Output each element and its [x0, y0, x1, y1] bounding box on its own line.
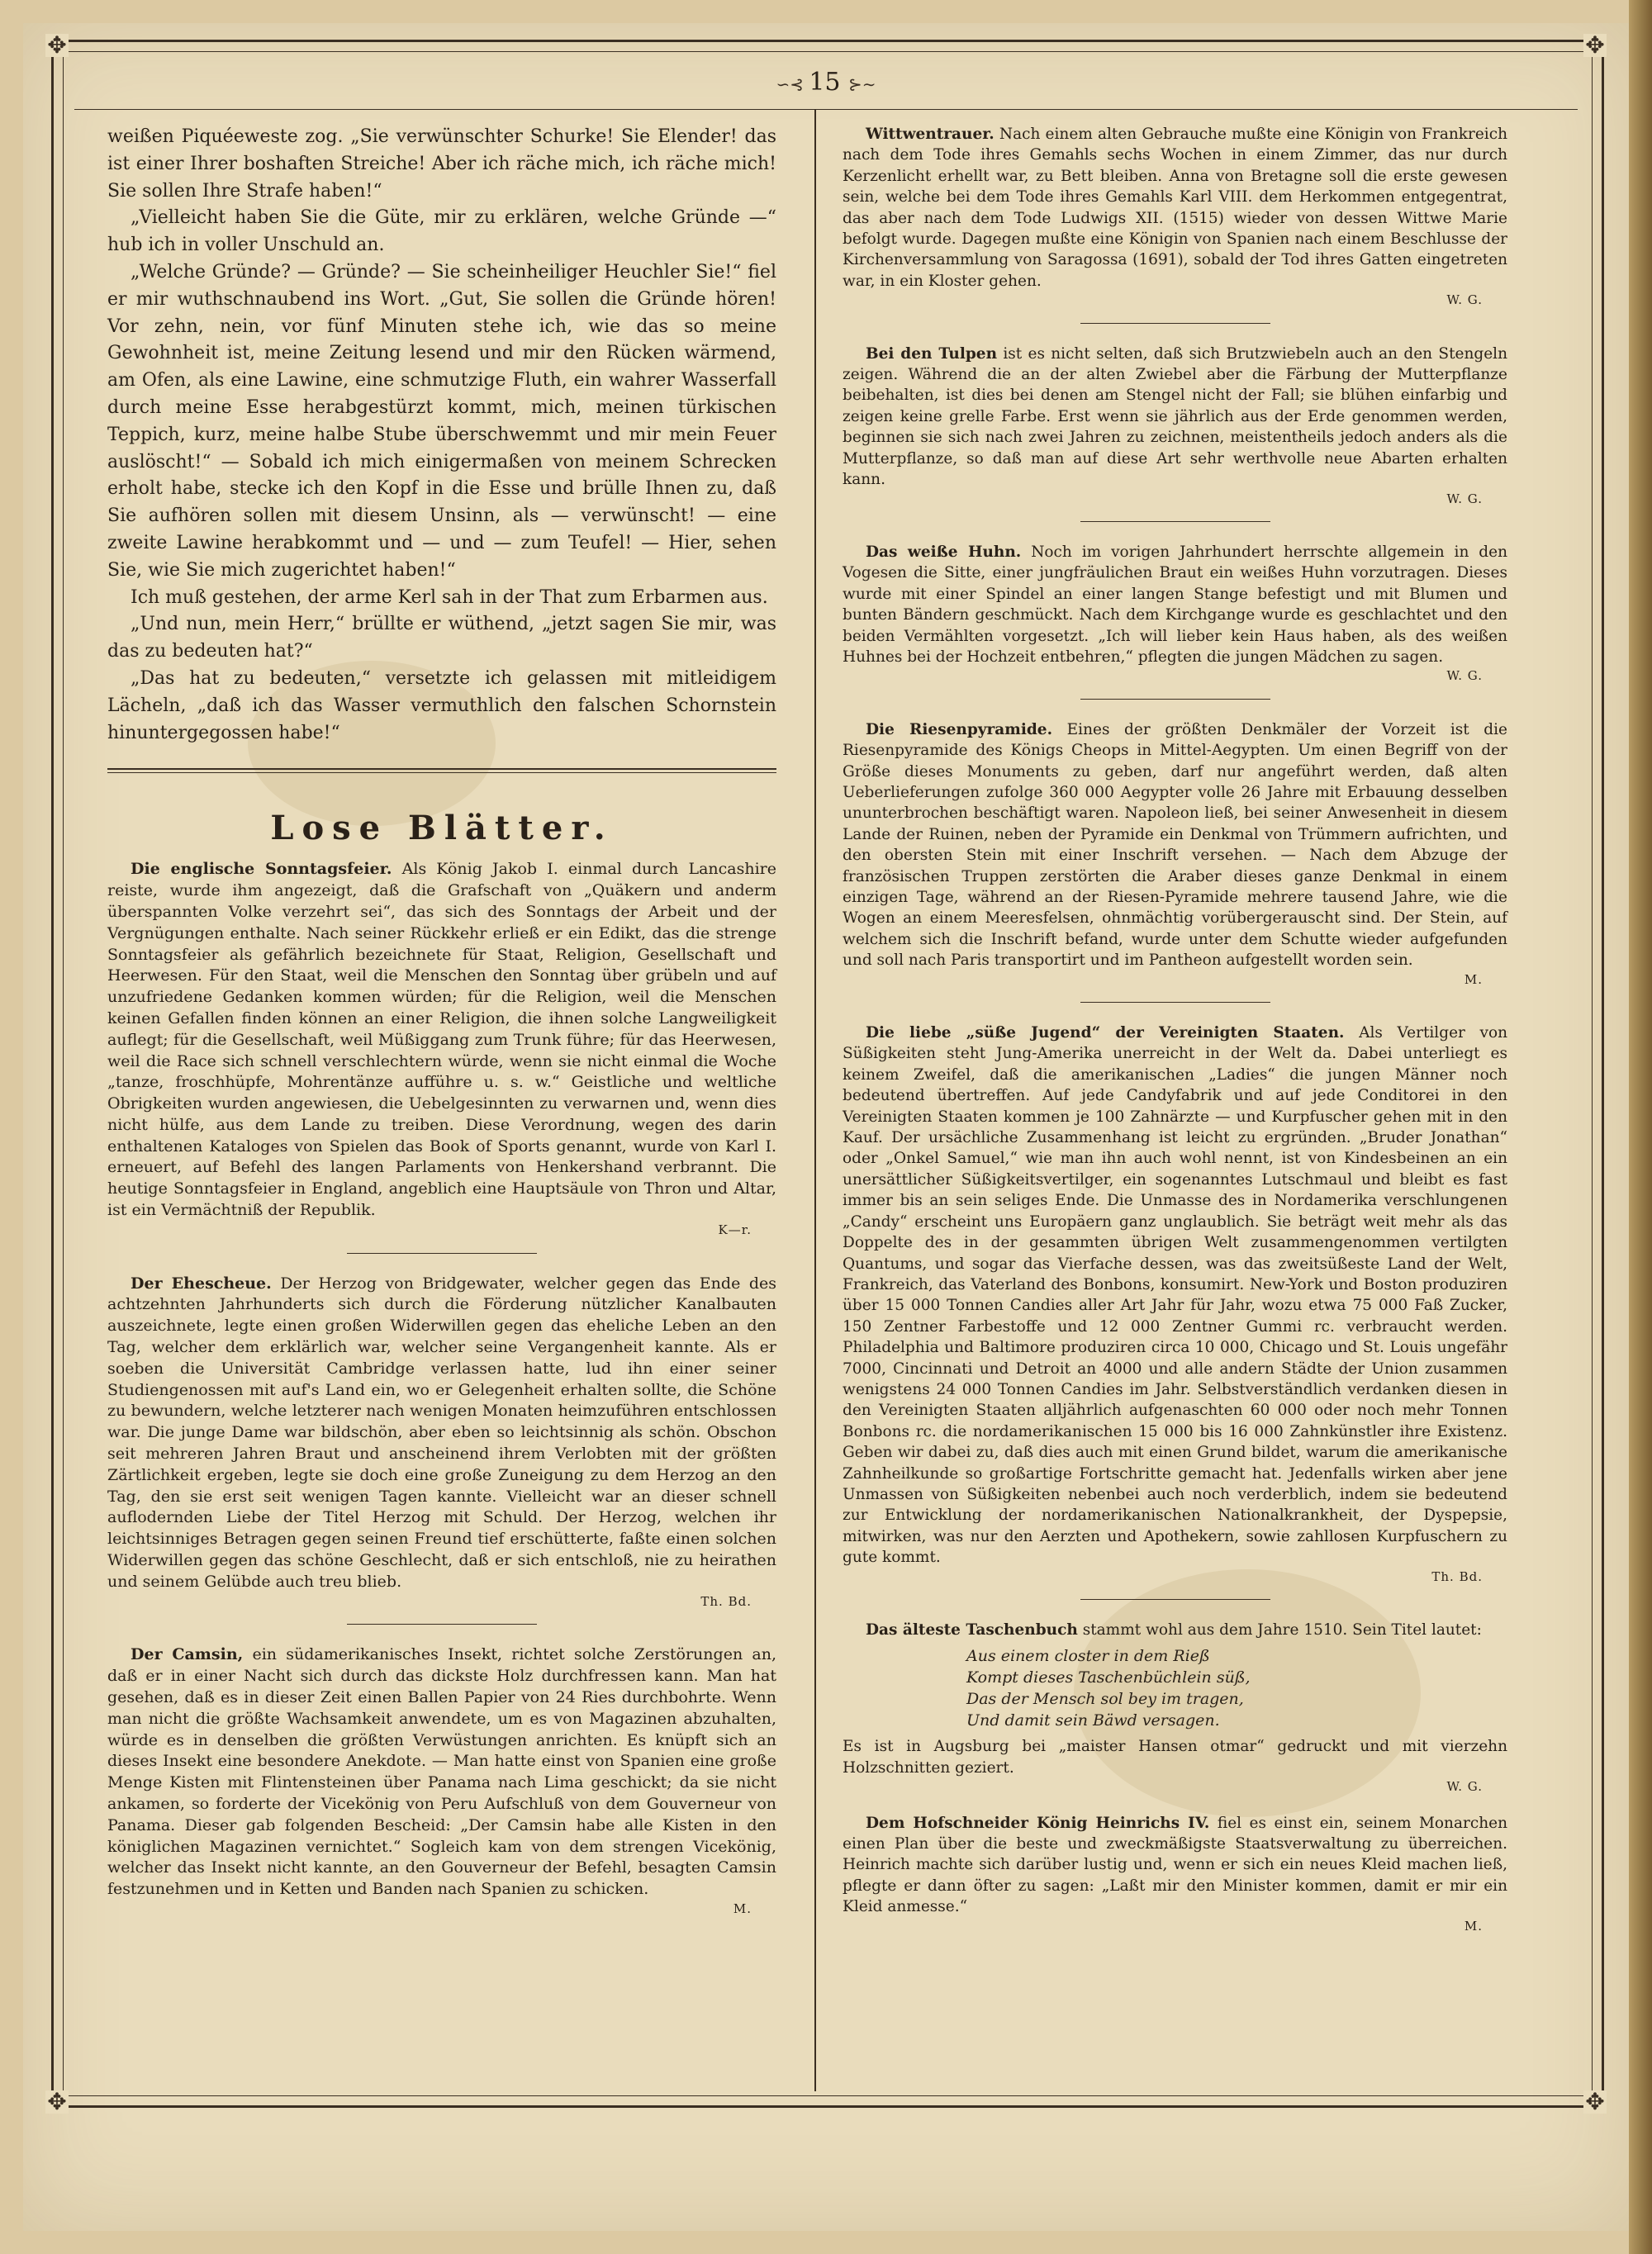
page-number: 15: [809, 68, 841, 97]
article-signature: Th. Bd.: [1431, 1568, 1483, 1584]
article-signature: M.: [1464, 1918, 1483, 1934]
column-divider: [814, 109, 816, 2091]
article-signature: Th. Bd.: [700, 1593, 752, 1609]
story-continuation: [107, 124, 776, 747]
page-header: [743, 66, 909, 99]
poem-line: Aus einem closter in dem Rieß: [966, 1647, 1210, 1666]
story-paragraph: „Vielleicht haben Sie die Güte, mir zu erklären, welche Gründe —“ hub ich in voller Unschuld an.: [107, 207, 776, 256]
article-separator: [347, 1624, 537, 1625]
article: [843, 1813, 1507, 1937]
article-signature: M.: [1464, 971, 1483, 987]
article-separator: [1080, 699, 1270, 700]
flourish-right-icon: ⊱∼: [848, 74, 876, 94]
section-title: Lose Blätter.: [270, 809, 614, 848]
article-body: Noch im vorigen Jahrhundert herrschte allgemein in den Vogesen die Sitte, einer jungfräulichen Braut ein weißes Huhn vorzutragen. Dieses wurde mit einer Spindel an einer langen Stange befestigt und mit Blumen und bunten Bändern geschmückt. Nach dem Kirchgange wurde es geschlachtet und den beiden Vermählten vorgesetzt. „Ich will lieber kein Haus haben, als des weißen Huhnes bei der Hochzeit entbehren,“ pflegten die jungen Mädchen zu sagen.: [843, 543, 1508, 666]
page-edge-shadow: [1629, 0, 1652, 2254]
poem: [966, 1645, 1507, 1731]
article-title: Der Camsin,: [131, 1645, 244, 1664]
article-title: Die liebe „süße Jugend“ der Vereinigten Staaten.: [866, 1024, 1345, 1042]
flourish-left-icon: ∽⊰: [776, 74, 809, 94]
article: [107, 1644, 776, 1919]
article-body: fiel es einst ein, seinem Monarchen einen Plan über die beste und zweckmäßigste Staatsverwaltung zu überreichen. Heinrich machte sich darüber lustig und, wenn er sich ein neues Kleid machen ließ, pflegte er dann öfter zu sagen: „Laßt mir den Minister kommen, damit er mir ein Kleid anmesse.“: [843, 1814, 1507, 1916]
poem-line: Und damit sein Bäwd versagen.: [966, 1711, 1220, 1730]
article: [843, 719, 1507, 990]
article-body: Nach einem alten Gebrauche mußte eine Königin von Frankreich nach dem Tode ihres Gemahls sechs Wochen in einem Zimmer, das nur durch Kerzenlicht erhellt war, zu Bett bleiben. Anna von Bretagne soll die erste gewesen sein, welche bei dem Tode ihres Gemahls Karl VIII. dem Herkommen entgegentrat, das aber nach dem Tode Ludwigs XII. (1515) wieder von dessen Wittwe Marie befolgt wurde. Dagegen mußte eine Königin von Spanien nach einem Beschlusse der Kirchenversammlung von Saragossa (1691), sobald der Tod ihres Gatten eingetreten war, in ein Kloster gehen.: [843, 126, 1507, 290]
article-signature: W. G.: [1446, 1779, 1483, 1795]
header-rule: [74, 109, 1578, 110]
article-separator: [1080, 323, 1270, 324]
article-title: Das weiße Huhn.: [866, 543, 1022, 561]
article-body: ist es nicht selten, daß sich Brutzwiebeln auch an den Stengeln zeigen. Während die an der alten Zwiebel aber die Färbung der Mutterpflanze beibehalten, ist dies bei denen am Stengel nicht der Fall; sie blühen einfarbig und zeigen keine grelle Farbe. Erst wenn sie jährlich aus der Erde genommen werden, beginnen sie sich nach zwei Jahren zu zeichnen, meistentheils jedoch anders als die Mutterpflanze, so daß man auf diese Art sehr werthvolle neue Abarten erhalten kann.: [843, 344, 1507, 489]
article-title: Die englische Sonntagsfeier.: [131, 860, 392, 879]
article: [843, 1023, 1507, 1587]
corner-ornament-icon: ✥: [45, 2090, 69, 2114]
article-title: Dem Hofschneider König Heinrichs IV.: [866, 1814, 1210, 1832]
article-signature: K—r.: [718, 1222, 752, 1237]
story-paragraph: „Und nun, mein Herr,“ brüllte er wüthend, „jetzt sagen Sie mir, was das zu bedeuten hat?“: [107, 614, 776, 662]
story-paragraph: „Welche Gründe? — Gründe? — Sie scheinheiliger Heuchler Sie!“ fiel er mir wuthschnaubend ins Wort. „Gut, Sie sollen die Gründe hören! Vor zehn, nein, vor fünf Minuten stehe ich, wie das so meine Gewohnheit ist, meine Zeitung lesend und mir den Rücken wärmend, am Ofen, als eine Lawine, eine schmutzige Fluth, ein wahrer Wasserfall durch meine Esse herabgestürzt kommt, mich, meinen türkischen Teppich, kurz, meine halbe Stube überschwemmt und mir mein Feuer auslöscht!“ — Sobald ich mich einigermaßen von meinem Schrecken erholt habe, stecke ich den Kopf in die Esse und brülle Ihnen zu, daß Sie aufhören sollen mit diesem Unsinn, als — verwünscht! — eine zweite Lawine herabkommt und — und — zum Teufel! — Hier, sehen Sie, wie Sie mich zugerichtet haben!“: [107, 261, 776, 581]
article: [107, 859, 776, 1241]
article-title: Wittwentrauer.: [866, 126, 995, 143]
article-title: Das älteste Taschenbuch: [866, 1621, 1078, 1639]
corner-ornament-icon: ✥: [45, 34, 69, 57]
article-separator: [347, 1253, 537, 1254]
poem-line: Kompt dieses Taschenbüchlein süß,: [966, 1668, 1251, 1687]
corner-ornament-icon: ✥: [1583, 34, 1607, 57]
section-rule: [107, 768, 776, 773]
story-paragraph: „Das hat zu bedeuten,“ versetzte ich gelassen mit mitleidigem Lächeln, „daß ich das Wasser vermuthlich den falschen Schornstein hinuntergegossen habe!“: [107, 667, 776, 743]
right-column: [843, 124, 1507, 1937]
article-body: ein südamerikanisches Insekt, richtet solche Zerstörungen an, daß er in einer Nacht sich durch das dickste Holz durchfressen kann. Man hat gesehen, daß es in dieser Zeit einen Ballen Papier von 24 Ries durchbohrte. Wenn man nicht die größte Wachsamkeit anwendete, um es von Magazinen abzuhalten, würde es in denselben die größten Verwüstungen anrichten. Es knüpft sich an dieses Insekt eine besondere Anekdote. — Man hatte einst von Spanien eine große Menge Kisten mit Flintensteinen über Panama nach Lima geschickt; da sie nicht ankamen, so forderte der Vicekönig von Peru Aufschluß von dem Gouverneur von Panama. Dieser gab folgenden Bescheid: „Der Camsin habe alle Kisten in den königlichen Magazinen vernichtet.“ Sogleich kam von dem strengen Vicekönig, welcher das Insekt nicht kannte, an den Gouverneur der Befehl, besagten Camsin festzunehmen und in Ketten und Banden nach Spanien zu schicken.: [107, 1645, 776, 1899]
article-title: Die Riesenpyramide.: [866, 720, 1053, 738]
article-body: stammt wohl aus dem Jahre 1510. Sein Titel lautet:: [1082, 1621, 1482, 1639]
article: [843, 1620, 1507, 1798]
article-signature: W. G.: [1446, 292, 1483, 308]
article-title: Bei den Tulpen: [866, 344, 998, 363]
article: [843, 542, 1507, 687]
article-body: Eines der größten Denkmäler der Vorzeit ist die Riesenpyramide des Königs Cheops in Mittel-Aegypten. Um einen Begriff von der Größe dieses Monuments zu geben, darf nur angeführt werden, daß alten Ueberlieferungen zufolge 360 000 Aegypter volle 26 Jahre mit Erbauung desselben ununterbrochen beschäftigt waren. Napoleon ließ, bei seiner Anwesenheit in diesem Lande der Ruinen, neben der Pyramide ein Denkmal von Trümmern aufrichten, und den obersten Stein mit einer Inschrift versehen. — Nach dem Abzuge der französischen Truppen zerstörten die Araber dieses ganze Denkmal in einem einzigen Tage, während an der Riesen-Pyramide mehrere tausend Jahre, wie die Wogen an einem Meeresfelsen, ohnmächtig vorübergerauscht sind. Der Stein, auf welchem sich die Inschrift befand, wurde unter dem Schutte wieder aufgefunden und soll nach Paris transportirt und im Pantheon aufgestellt worden sein.: [843, 720, 1508, 970]
article: [843, 344, 1507, 510]
article-separator: [1080, 1002, 1270, 1003]
poem-line: Das der Mensch sol bey im tragen,: [966, 1690, 1244, 1709]
article-body: Der Herzog von Bridgewater, welcher gegen das Ende des achtzehnten Jahrhunderts sich durch die Förderung nützlicher Kanalbauten auszeichnete, legte einen großen Widerwillen gegen das eheliche Leben an den Tag, welcher dem erklärlich war, welcher seine Vergangenheit kannte. Als er soeben die Universität Cambridge verlassen hatte, lud ihn einer seiner Studiengenossen mit auf's Land ein, wo er Gelegenheit erhalten sollte, die Schöne zu bewundern, welche letzterer nach wenigen Monaten heimzuführen entschlossen war. Die junge Dame war bildschön, aber eben so leichtsinnig als schön. Obschon seit mehreren Jahren Braut und anscheinend ihrem Verlobten mit der größten Zärtlichkeit ergeben, legte sie doch eine große Zuneigung zu dem Herzog an den Tag, den sie erst seit wenigen Tagen kannte. Vielleicht war an dieser schnell auflodernden Liebe der Titel Herzog mit Schuld. Der Herzog, welchen ihr leichtsinniges Betragen gegen seinen Freund tief erschütterte, faßte einen solchen Widerwillen gegen das schöne Geschlecht, daß er sich entschloß, nie zu heirathen und seinem Gelübde auch treu blieb.: [107, 1274, 777, 1591]
left-column: [107, 124, 776, 1920]
article-body-continued: Es ist in Augsburg bei „maister Hansen otmar“ gedruckt und mit vierzehn Holzschnitten geziert.: [843, 1738, 1507, 1777]
article-separator: [1080, 521, 1270, 522]
article: [107, 1274, 776, 1613]
article-body: Als Vertilger von Süßigkeiten steht Jung-Amerika unerreicht in der Welt da. Dabei unterliegt es keinem Zweifel, daß die amerikanischen „Ladies“ die jungen Männer noch bedeutend übertreffen. Auf jede Candyfabrik und auf jede Conditorei in den Vereinigten Staaten kommen je 100 Zahnärzte — und Kurpfuscher gehen mit in den Kauf. Der ursächliche Zusammenhang ist leicht zu ergründen. „Bruder Jonathan“ oder „Onkel Samuel,“ wie man ihn auch wohl nennt, ist von Kindesbeinen an ein unersättlicher Süßigkeitsvertilger, ein sogenanntes Lutschmaul und bleibt es fast immer bis an sein seliges Ende. Die Unmasse des in Nordamerika verschlungenen „Candy“ erscheint uns Europäern ganz unglaublich. Sie beträgt weit mehr als das Doppelte des in der gesammten übrigen Welt zusammengenommen vertilgten Quantums, und sogar das Vierfache dessen, was das zweitsüßeste Land der Welt, Frankreich, das Vaterland des Bonbons, konsumirt. New-York und Boston produziren über 15 000 Tonnen Candies aller Art Jahr für Jahr, wozu etwa 75 000 Faß Zucker, 150 Zentner Farbestoffe und 12 000 Zentner Gummi rc. verbraucht werden. Philadelphia und Baltimore produziren circa 10 000, Chicago und St. Louis ungefähr 7000, Cincinnati und Detroit an 4000 und alle andern Städte der Union zusammen wenigstens 24 000 Tonnen Candies im Jahr. Selbstverständlich verdanken diesen in den Vereinigten Staaten alljährlich aufgenaschten 60 000 oder noch mehr Tonnen Bonbons rc. die nordamerikanischen 15 000 bis 16 000 Zahnkünstler ihre Existenz. Geben wir dabei zu, daß dies auch mit einen Grund bildet, warum die amerikanische Zahnheilkunde so großartige Fortschritte gemacht hat. Jedenfalls wirken aber jene Unmassen von Süßigkeiten nebenbei auch noch verderblich, indem sie bedeutend zur Entwicklung der nordamerikanischen Nationalkrankheit, der Dyspepsie, mitwirken, was nur den Aerzten und Apothekern, sowie zahllosen Kurpfuschern zu gute kommt.: [843, 1024, 1507, 1567]
article-signature: W. G.: [1446, 668, 1483, 684]
corner-ornament-icon: ✥: [1583, 2090, 1607, 2114]
article-signature: M.: [733, 1900, 752, 1916]
article-title: Der Ehescheue.: [131, 1274, 272, 1293]
story-paragraph: weißen Piquéeweste zog. „Sie verwünschter Schurke! Sie Elender! das ist einer Ihrer boshaften Streiche! Aber ich räche mich, ich räche mich! Sie sollen Ihre Strafe haben!“: [107, 126, 776, 202]
article-separator: [1080, 1599, 1270, 1600]
story-paragraph: Ich muß gestehen, der arme Kerl sah in der That zum Erbarmen aus.: [131, 586, 768, 608]
article-body: Als König Jakob I. einmal durch Lancashire reiste, wurde ihm angezeigt, daß die Grafschaft von „Quäkern und anderm überspannten Volke verzehrt sei“, das sich des Sonntags der Arbeit und der Vergnügungen enthalte. Nach seiner Rückkehr erließ er ein Edikt, das die strenge Sonntagsfeier als gefährlich bezeichnete für Staat, Religion, Gesellschaft und Heerwesen. Für den Staat, weil die Menschen den Sonntag über grübeln und auf unzufriedene Gedanken kommen würden; für die Religion, weil die Menschen keinen Gefallen finden können an einer Religion, die ihnen solche Langweiligkeit auflegt; für die Gesellschaft, weil Müßiggang zum Trunk führe; für das Heerwesen, weil die Race sich schnell verschlechtern würde, wenn sie nicht einmal die Woche „tanze, froschhüpfe, Mohrentänze aufführe u. s. w.“ Geistliche und weltliche Obrigkeiten wurden angewiesen, die Uebelgesinnten zu verwarnen und, wenn dies nicht hülfe, aus dem Lande zu treiben. Diese Verordnung, wegen des darin enthaltenen Kataloges von Spielen das Book of Sports genannt, wurde von Karl I. erneuert, auf Befehl des langen Parlaments von Henkershand verbrannt. Die heutige Sonntagsfeier in England, angeblich eine Hauptsäule von Thron und Altar, ist ein Vermächtniß der Republik.: [107, 860, 776, 1220]
article-signature: W. G.: [1446, 491, 1483, 506]
article: [843, 124, 1507, 311]
